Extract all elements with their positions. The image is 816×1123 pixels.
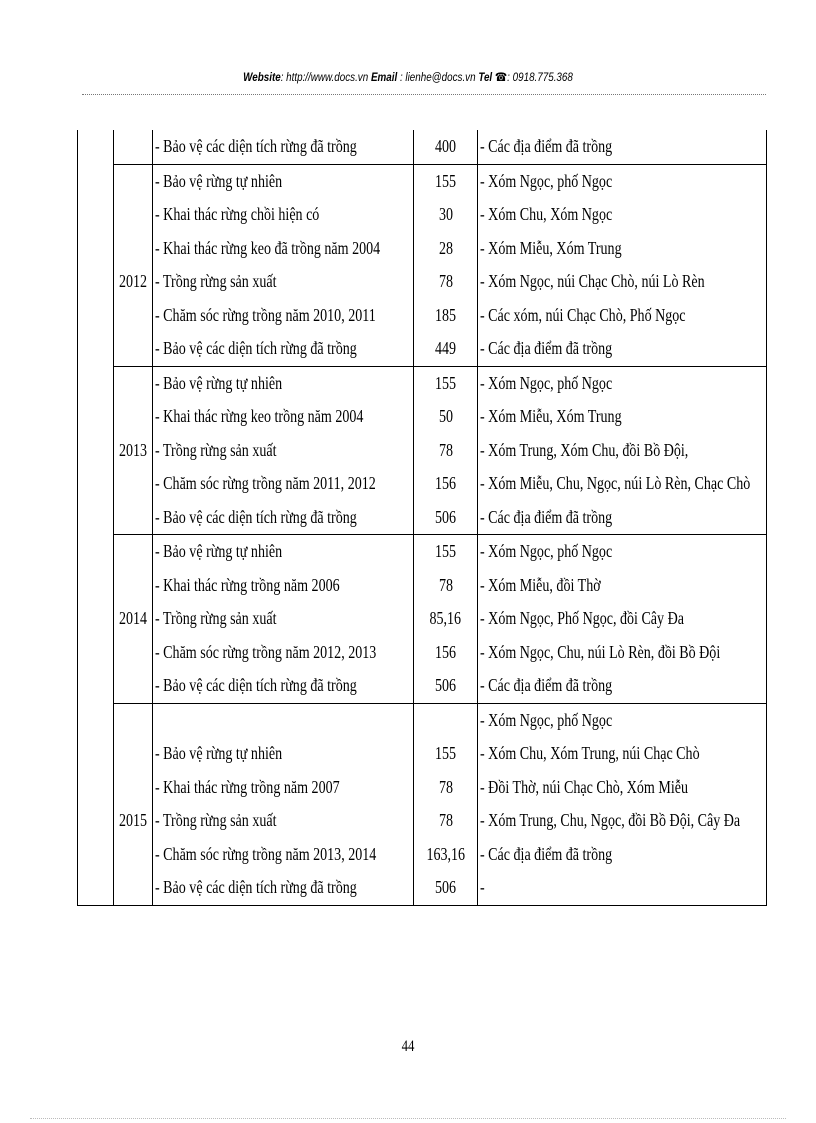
area-cell xyxy=(414,871,477,905)
row-marker-cell xyxy=(78,771,114,805)
table-row xyxy=(78,501,767,535)
activity-cell-text: - Bảo vệ các diện tích rừng đã trồng xyxy=(155,675,357,695)
row-marker-cell xyxy=(78,703,114,737)
activity-cell-text: - Bảo vệ rừng tự nhiên xyxy=(155,170,283,191)
activity-cell xyxy=(153,838,414,872)
area-cell xyxy=(414,501,477,535)
area-cell xyxy=(414,804,477,838)
location-cell-text: - Xóm Ngọc, Phố Ngọc, đồi Cây Đa xyxy=(479,608,684,628)
location-cell xyxy=(477,232,766,266)
year-cell-text: 2012 xyxy=(119,271,148,291)
table-row xyxy=(78,299,767,333)
activity-cell-text: - Bảo vệ các diện tích rừng đã trồng xyxy=(155,338,357,358)
location-cell xyxy=(477,400,766,434)
activity-cell xyxy=(153,501,414,535)
email-label: Email xyxy=(370,70,398,84)
row-marker-cell xyxy=(78,366,114,400)
location-cell-text: - Các địa điểm đã trồng xyxy=(479,675,612,695)
location-cell xyxy=(477,535,766,569)
location-cell xyxy=(477,198,766,232)
year-cell-text: 2015 xyxy=(119,810,148,830)
area-cell-text: 506 xyxy=(434,506,457,527)
activity-cell xyxy=(153,602,414,636)
website-value: : http://www.docs.vn xyxy=(280,70,369,84)
year-cell xyxy=(114,434,153,468)
activity-cell-text: - Khai thác rừng trồng năm 2007 xyxy=(155,776,340,797)
activity-cell xyxy=(153,669,414,703)
area-cell xyxy=(414,130,477,164)
area-cell xyxy=(414,198,477,232)
table-row xyxy=(78,804,767,838)
year-cell xyxy=(114,703,153,737)
area-cell-text: 155 xyxy=(434,743,457,763)
area-cell xyxy=(414,164,477,198)
tel-value: : 0918.775.368 xyxy=(507,70,573,84)
area-cell-text: 163,16 xyxy=(426,843,465,864)
activity-cell-text: - Trồng rừng sản xuất xyxy=(155,608,277,628)
location-cell-text: - Xóm Ngọc, phố Ngọc xyxy=(479,170,612,191)
table-row xyxy=(78,366,767,400)
table-row xyxy=(78,871,767,905)
location-cell-text: - Các địa điểm đã trồng xyxy=(479,843,612,864)
location-cell-text: - Các xóm, núi Chạc Chò, Phố Ngọc xyxy=(479,304,686,325)
table-row xyxy=(78,535,767,569)
location-cell xyxy=(477,569,766,603)
area-cell-text: 506 xyxy=(434,877,457,897)
year-cell xyxy=(114,569,153,603)
row-marker-cell xyxy=(78,871,114,905)
activity-cell xyxy=(153,265,414,299)
year-cell xyxy=(114,771,153,805)
activity-cell-text: - Trồng rừng sản xuất xyxy=(155,271,277,291)
row-marker-cell xyxy=(78,636,114,670)
table-row xyxy=(78,164,767,198)
area-cell xyxy=(414,299,477,333)
area-cell xyxy=(414,838,477,872)
year-cell xyxy=(114,130,153,164)
location-cell-text: - xyxy=(479,877,485,897)
activity-cell xyxy=(153,569,414,603)
area-cell-text: 50 xyxy=(438,406,453,426)
row-marker-cell xyxy=(78,501,114,535)
location-cell xyxy=(477,434,766,468)
activity-cell xyxy=(153,771,414,805)
location-cell-text: - Xóm Miễu, đồi Thờ xyxy=(479,574,601,595)
row-marker-cell xyxy=(78,232,114,266)
location-cell-text: - Xóm Ngọc, núi Chạc Chò, núi Lò Rèn xyxy=(479,271,705,291)
page-number: 44 xyxy=(401,1038,415,1055)
row-marker-cell xyxy=(78,265,114,299)
activity-cell xyxy=(153,198,414,232)
year-cell-text: 2014 xyxy=(119,608,148,628)
area-cell xyxy=(414,737,477,771)
table-row xyxy=(78,636,767,670)
location-cell xyxy=(477,501,766,535)
year-cell-text: 2013 xyxy=(119,439,148,460)
area-cell xyxy=(414,265,477,299)
area-cell xyxy=(414,467,477,501)
location-cell-text: - Xóm Trung, Xóm Chu, đồi Bồ Đội, xyxy=(479,439,688,460)
location-cell xyxy=(477,332,766,366)
year-cell xyxy=(114,467,153,501)
location-cell xyxy=(477,265,766,299)
location-cell-text: - Xóm Miễu, Xóm Trung xyxy=(479,237,622,258)
location-cell xyxy=(477,804,766,838)
table-row xyxy=(78,771,767,805)
location-cell xyxy=(477,871,766,905)
table-row xyxy=(78,737,767,771)
forest-plan-table-container xyxy=(77,130,767,906)
location-cell xyxy=(477,636,766,670)
area-cell-text: 85,16 xyxy=(429,608,462,628)
area-cell xyxy=(414,703,477,737)
area-cell-text: 78 xyxy=(438,439,453,460)
row-marker-cell xyxy=(78,299,114,333)
table-row xyxy=(78,198,767,232)
year-cell xyxy=(114,299,153,333)
website-label: Website xyxy=(243,70,281,84)
year-cell xyxy=(114,400,153,434)
activity-cell xyxy=(153,703,414,737)
year-cell xyxy=(114,737,153,771)
activity-cell xyxy=(153,535,414,569)
activity-cell-text: - Khai thác rừng keo trồng năm 2004 xyxy=(155,406,364,426)
area-cell-text: 30 xyxy=(438,204,453,224)
location-cell-text: - Đồi Thờ, núi Chạc Chò, Xóm Miễu xyxy=(479,776,688,797)
area-cell xyxy=(414,332,477,366)
activity-cell-text: - Chăm sóc rừng trồng năm 2011, 2012 xyxy=(155,473,376,493)
row-marker-cell xyxy=(78,569,114,603)
area-cell-text: 78 xyxy=(438,776,453,797)
table-row xyxy=(78,130,767,164)
activity-cell xyxy=(153,434,414,468)
activity-cell-text: - Bảo vệ rừng tự nhiên xyxy=(155,541,283,561)
location-cell xyxy=(477,130,766,164)
activity-cell xyxy=(153,130,414,164)
row-marker-cell xyxy=(78,602,114,636)
table-row xyxy=(78,232,767,266)
location-cell xyxy=(477,737,766,771)
activity-cell-text: - Bảo vệ các diện tích rừng đã trồng xyxy=(155,506,357,527)
phone-icon: ☎ xyxy=(494,70,508,84)
email-value: : lienhe@docs.vn xyxy=(399,70,476,84)
area-cell-text: 78 xyxy=(438,574,453,595)
area-cell-text: 449 xyxy=(434,338,457,358)
activity-cell xyxy=(153,299,414,333)
activity-cell-text: - Trồng rừng sản xuất xyxy=(155,810,277,830)
year-cell xyxy=(114,198,153,232)
page-header xyxy=(73,70,742,84)
location-cell-text: - Xóm Chu, Xóm Ngọc xyxy=(479,204,612,224)
row-marker-cell xyxy=(78,130,114,164)
location-cell xyxy=(477,467,766,501)
area-cell xyxy=(414,366,477,400)
activity-cell-text: - Chăm sóc rừng trồng năm 2012, 2013 xyxy=(155,641,377,662)
table-row xyxy=(78,602,767,636)
table-row xyxy=(78,669,767,703)
year-cell xyxy=(114,265,153,299)
tel-label: Tel xyxy=(478,70,493,84)
activity-cell-text: - Bảo vệ các diện tích rừng đã trồng xyxy=(155,136,357,156)
row-marker-cell xyxy=(78,838,114,872)
activity-cell-text: - Khai thác rừng trồng năm 2006 xyxy=(155,574,340,595)
area-cell xyxy=(414,400,477,434)
year-cell xyxy=(114,501,153,535)
row-marker-cell xyxy=(78,804,114,838)
location-cell-text: - Xóm Chu, Xóm Trung, núi Chạc Chò xyxy=(479,743,700,763)
area-cell xyxy=(414,636,477,670)
row-marker-cell xyxy=(78,434,114,468)
activity-cell xyxy=(153,636,414,670)
row-marker-cell xyxy=(78,669,114,703)
year-cell xyxy=(114,636,153,670)
year-cell xyxy=(114,332,153,366)
activity-cell-text: - Khai thác rừng keo đã trồng năm 2004 xyxy=(155,237,381,258)
location-cell-text: - Xóm Ngọc, phố Ngọc xyxy=(479,541,612,561)
location-cell xyxy=(477,299,766,333)
location-cell-text: - Xóm Trung, Chu, Ngọc, đồi Bồ Đội, Cây Đa xyxy=(479,810,740,830)
year-cell xyxy=(114,232,153,266)
table-row xyxy=(78,467,767,501)
year-cell xyxy=(114,669,153,703)
area-cell xyxy=(414,771,477,805)
area-cell-text: 155 xyxy=(434,541,457,561)
activity-cell-text: - Bảo vệ rừng tự nhiên xyxy=(155,743,283,763)
activity-cell-text: - Bảo vệ rừng tự nhiên xyxy=(155,372,283,393)
table-row xyxy=(78,703,767,737)
activity-cell xyxy=(153,467,414,501)
area-cell-text: 155 xyxy=(434,170,457,191)
year-cell xyxy=(114,602,153,636)
area-cell-text: 155 xyxy=(434,372,457,393)
area-cell-text: 185 xyxy=(434,304,457,325)
activity-cell xyxy=(153,804,414,838)
row-marker-cell xyxy=(78,198,114,232)
area-cell xyxy=(414,535,477,569)
activity-cell-text: - Bảo vệ các diện tích rừng đã trồng xyxy=(155,877,357,897)
activity-cell-text: - Khai thác rừng chồi hiện có xyxy=(155,204,320,224)
activity-cell-text: - Trồng rừng sản xuất xyxy=(155,439,277,460)
table-row xyxy=(78,265,767,299)
row-marker-cell xyxy=(78,332,114,366)
activity-cell xyxy=(153,366,414,400)
area-cell-text: 506 xyxy=(434,675,457,695)
table-row xyxy=(78,332,767,366)
year-cell xyxy=(114,366,153,400)
activity-cell xyxy=(153,871,414,905)
area-cell xyxy=(414,434,477,468)
table-row xyxy=(78,838,767,872)
row-marker-cell xyxy=(78,164,114,198)
activity-cell xyxy=(153,232,414,266)
year-cell xyxy=(114,535,153,569)
location-cell-text: - Xóm Ngọc, phố Ngọc xyxy=(479,372,612,393)
location-cell-text: - Xóm Miễu, Chu, Ngọc, núi Lò Rèn, Chạc Chò xyxy=(479,473,750,493)
location-cell-text: - Xóm Ngọc, phố Ngọc xyxy=(479,709,612,730)
location-cell-text: - Các địa điểm đã trồng xyxy=(479,338,612,358)
activity-cell xyxy=(153,400,414,434)
activity-cell-text: - Chăm sóc rừng trồng năm 2013, 2014 xyxy=(155,843,377,864)
activity-cell xyxy=(153,332,414,366)
location-cell-text: - Các địa điểm đã trồng xyxy=(479,136,612,156)
location-cell xyxy=(477,703,766,737)
footer-divider xyxy=(30,1118,786,1119)
location-cell-text: - Xóm Ngọc, Chu, núi Lò Rèn, đồi Bồ Đội xyxy=(479,641,720,662)
row-marker-cell xyxy=(78,737,114,771)
location-cell-text: - Xóm Miễu, Xóm Trung xyxy=(479,406,622,426)
area-cell-text: 78 xyxy=(438,810,453,830)
year-cell xyxy=(114,871,153,905)
area-cell xyxy=(414,669,477,703)
location-cell-text: - Các địa điểm đã trồng xyxy=(479,506,612,527)
area-cell xyxy=(414,602,477,636)
forest-plan-table xyxy=(77,130,767,906)
area-cell-text: 156 xyxy=(434,473,457,493)
area-cell-text: 28 xyxy=(438,237,453,258)
location-cell xyxy=(477,602,766,636)
year-cell xyxy=(114,838,153,872)
activity-cell-text: - Chăm sóc rừng trồng năm 2010, 2011 xyxy=(155,304,376,325)
row-marker-cell xyxy=(78,400,114,434)
table-row xyxy=(78,400,767,434)
table-row xyxy=(78,569,767,603)
location-cell xyxy=(477,164,766,198)
location-cell xyxy=(477,838,766,872)
row-marker-cell xyxy=(78,467,114,501)
year-cell xyxy=(114,164,153,198)
area-cell xyxy=(414,232,477,266)
area-cell xyxy=(414,569,477,603)
year-cell xyxy=(114,804,153,838)
area-cell-text: 156 xyxy=(434,641,457,662)
activity-cell xyxy=(153,164,414,198)
location-cell xyxy=(477,669,766,703)
table-row xyxy=(78,434,767,468)
area-cell-text: 78 xyxy=(438,271,453,291)
row-marker-cell xyxy=(78,535,114,569)
activity-cell xyxy=(153,737,414,771)
location-cell xyxy=(477,366,766,400)
location-cell xyxy=(477,771,766,805)
area-cell-text: 400 xyxy=(434,136,457,156)
header-divider xyxy=(82,94,766,95)
